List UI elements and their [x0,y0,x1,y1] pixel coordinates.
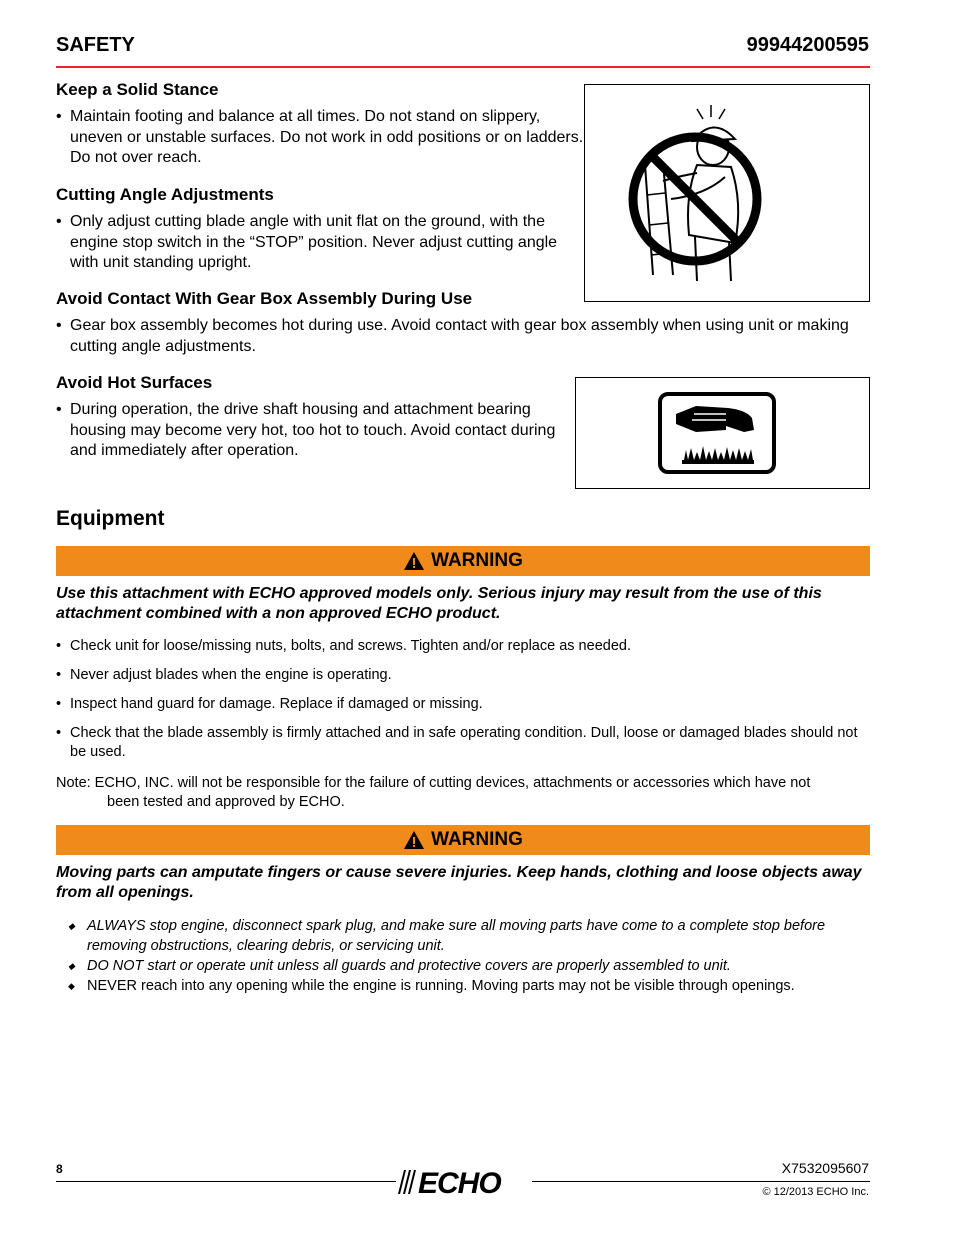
equipment-heading: Equipment [56,507,165,530]
note [56,774,874,812]
hot-text: • During operation, the drive shaft housing and attachment bearing housing may become very hot, too hot to touch. Avoid contact during and immediately after operation. [56,400,570,462]
warning-triangle-icon [403,830,425,850]
warning-bar-2 [56,825,870,855]
equipment-bullet: • Check unit for loose/missing nuts, bolts, and screws. Tighten and/or replace as needed. [56,637,870,656]
brand-text: ECHO [418,1167,501,1198]
diamond-bullet: ◆ NEVER reach into any opening while the engine is running. Moving parts may not be visible through openings. [68,976,877,996]
warning-bar-1 [56,546,870,576]
warning-text-1: Use this attachment with ECHO approved models only. Serious injury may result from the use of this attachment combined with a non approved ECHO product. [56,585,822,622]
no-ladder-icon [585,85,869,301]
cutting-text: • Only adjust cutting blade angle with unit flat on the ground, with the engine stop switch in the “STOP” position. Never adjust cutting angle with unit standing upright. [56,212,584,274]
warning-text-2: Moving parts can amputate fingers or cause severe injuries. Keep hands, clothing and loose objects away from all openings. [56,864,862,901]
footer-rule [532,1181,870,1182]
gearbox-heading: Avoid Contact With Gear Box Assembly During Use [56,289,473,308]
warning-triangle-icon [403,551,425,571]
footer-code: X7532095607 [781,1160,869,1176]
no-ladder-figure [584,84,870,302]
warning-label: WARNING [431,550,523,571]
stance-text: • Maintain footing and balance at all times. Do not stand on slippery, uneven or unstable surfaces. Do not work in odd positions or on ladders. Do not over reach. [56,107,584,169]
echo-logo-icon [396,1166,532,1198]
hot-hand-icon [576,378,869,488]
echo-logo [396,1166,532,1198]
document-number: 99944200595 [746,34,869,56]
page-section-title: SAFETY [56,34,135,56]
warning-label: WARNING [431,829,523,850]
cutting-heading: Cutting Angle Adjustments [56,185,274,204]
diamond-bullet: ◆ DO NOT start or operate unit unless all guards and protective covers are properly assembled to unit. [68,956,877,976]
note-line: Note: ECHO, INC. will not be responsible for the failure of cutting devices, attachments or accessories which have not [56,775,811,791]
gearbox-text: • Gear box assembly becomes hot during use. Avoid contact with gear box assembly when using unit or making cutting angle adjustments. [56,316,870,357]
footer-rule [56,1181,396,1182]
hot-heading: Avoid Hot Surfaces [56,373,213,392]
copyright: © 12/2013 ECHO Inc. [762,1186,869,1198]
header-rule [56,66,870,68]
hot-surface-figure [575,377,870,489]
equipment-bullet: • Check that the blade assembly is firmly attached and in safe operating condition. Dull, loose or damaged blades should not be used. [56,724,870,762]
equipment-bullet: • Inspect hand guard for damage. Replace if damaged or missing. [56,695,870,714]
diamond-bullet: ◆ ALWAYS stop engine, disconnect spark plug, and make sure all moving parts have come to a complete stop before removing obstructions, clearing debris, or servicing unit. [68,916,877,956]
equipment-bullet: • Never adjust blades when the engine is operating. [56,666,870,685]
stance-heading: Keep a Solid Stance [56,80,219,99]
note-line: been tested and approved by ECHO. [107,794,345,810]
page-number: 8 [56,1162,63,1176]
